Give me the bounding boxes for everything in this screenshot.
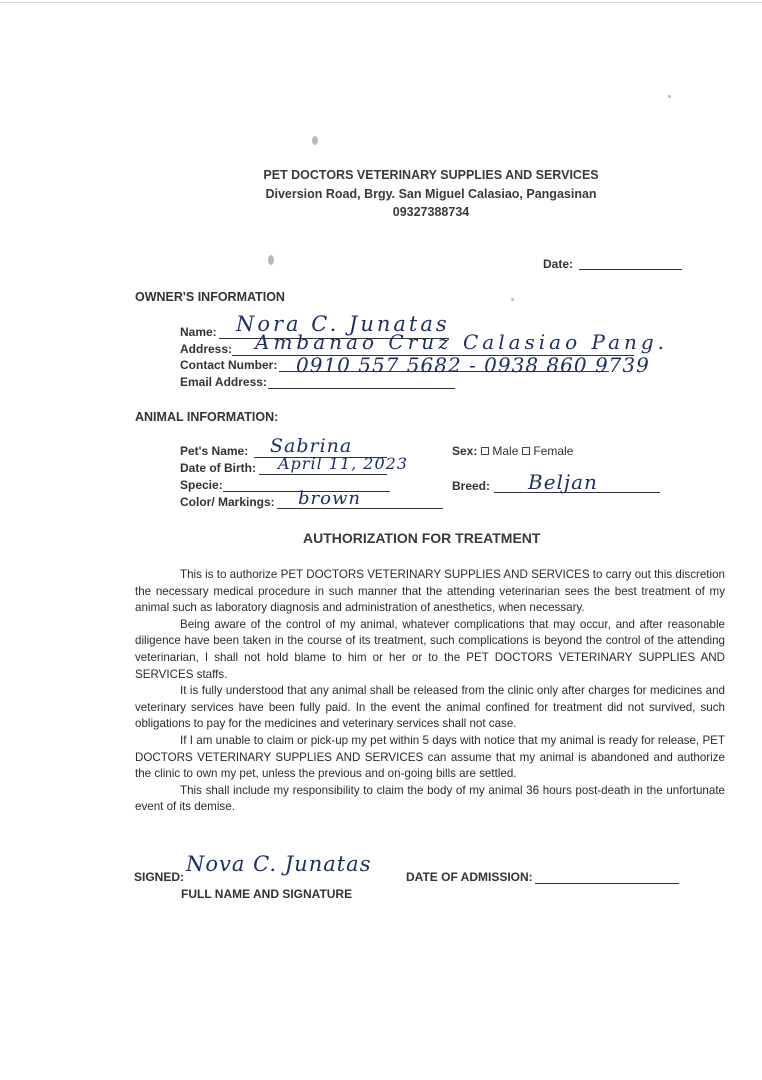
date-line[interactable]	[579, 269, 682, 270]
female-checkbox[interactable]	[522, 447, 530, 455]
male-option-label: Male	[492, 444, 519, 458]
scan-speck	[312, 136, 318, 145]
signature-value[interactable]: Nova C. Junatas	[186, 852, 372, 876]
owner-address-label: Address:	[180, 342, 233, 356]
contact-number-value[interactable]: 0910 557 5682 - 0938 860 9739	[296, 353, 650, 377]
clinic-name: PET DOCTORS VETERINARY SUPPLIES AND SERVICES	[263, 168, 599, 182]
owner-section-title: OWNER'S INFORMATION	[135, 290, 285, 304]
authorization-paragraph: This is to authorize PET DOCTORS VETERINARY SUPPLIES AND SERVICES to carry out this discretion the necessary medical procedure in such manner that the attending veterinarian sees the best treatment of my animal such as laboratory diagnosis and administration of anesthetics, when necessary.	[135, 568, 725, 615]
date-of-birth-line	[259, 474, 387, 475]
scan-speck	[511, 298, 514, 301]
pet-name-label: Pet's Name:	[180, 444, 249, 458]
scan-edge-line	[0, 2, 762, 3]
sex-field	[452, 444, 573, 458]
scan-speck	[268, 255, 274, 265]
owner-name-label: Name:	[180, 325, 217, 339]
pet-name-value[interactable]: Sabrina	[270, 435, 353, 457]
date-of-admission-label: DATE OF ADMISSION:	[406, 870, 533, 884]
specie-label: Specie:	[180, 478, 223, 492]
date-of-admission-line[interactable]	[535, 883, 679, 884]
male-checkbox[interactable]	[481, 447, 489, 455]
date-of-birth-value[interactable]: April 11, 2023	[278, 454, 409, 473]
owner-address-value[interactable]: Ambanao Cruz Calasiao Pang.	[255, 330, 669, 354]
color-markings-label: Color/ Markings:	[180, 495, 275, 509]
owner-name-value[interactable]: Nora C. Junatas	[236, 312, 450, 336]
contact-number-label: Contact Number:	[180, 358, 278, 372]
scan-speck	[668, 95, 671, 98]
authorization-paragraph: This shall include my responsibility to claim the body of my animal 36 hours post-death in the unfortunate event of its demise.	[135, 783, 725, 814]
date-label: Date:	[543, 257, 574, 271]
full-name-signature-label: FULL NAME AND SIGNATURE	[181, 887, 353, 901]
clinic-phone: 09327388734	[392, 205, 470, 219]
authorization-body	[135, 567, 725, 816]
authorization-paragraph: If I am unable to claim or pick-up my pet within 5 days with notice that my animal is ready for release, PET DOCTORS VETERINARY SUPPLIES AND SERVICES can assume that my animal is abandoned and authorize the clinic to own my pet, unless the previous and on-going bills are settled.	[135, 733, 725, 781]
authorization-paragraph: Being aware of the control of my animal, whatever complications that may occur, and after reasonable diligence have been taken in the course of its treatment, such complications is beyond the control of the attending veterinarian, I shall not hold blame to him or her or to the PET DOCTORS VETERINARY SUPPLIES AND SERVICES staffs.	[135, 617, 725, 681]
date-of-birth-label: Date of Birth:	[180, 461, 256, 475]
signed-label: SIGNED:	[134, 870, 185, 884]
email-address-label: Email Address:	[180, 375, 267, 389]
sex-label: Sex:	[452, 444, 478, 458]
authorization-title: AUTHORIZATION FOR TREATMENT	[303, 530, 541, 546]
clinic-address: Diversion Road, Brgy. San Miguel Calasiao, Pangasinan	[265, 187, 597, 201]
breed-value[interactable]: Beljan	[528, 470, 598, 494]
female-option-label: Female	[533, 444, 574, 458]
animal-section-title: ANIMAL INFORMATION:	[135, 410, 279, 424]
color-markings-value[interactable]: brown	[298, 488, 361, 509]
breed-label: Breed:	[452, 479, 491, 493]
authorization-paragraph: It is fully understood that any animal shall be released from the clinic only after charges for medicines and veterinary services have been fully paid. In the event the animal confined for treatment did not survived, such obligations to pay for the medicines and veterinary services shall not case.	[135, 684, 725, 731]
email-address-line[interactable]	[268, 388, 455, 389]
